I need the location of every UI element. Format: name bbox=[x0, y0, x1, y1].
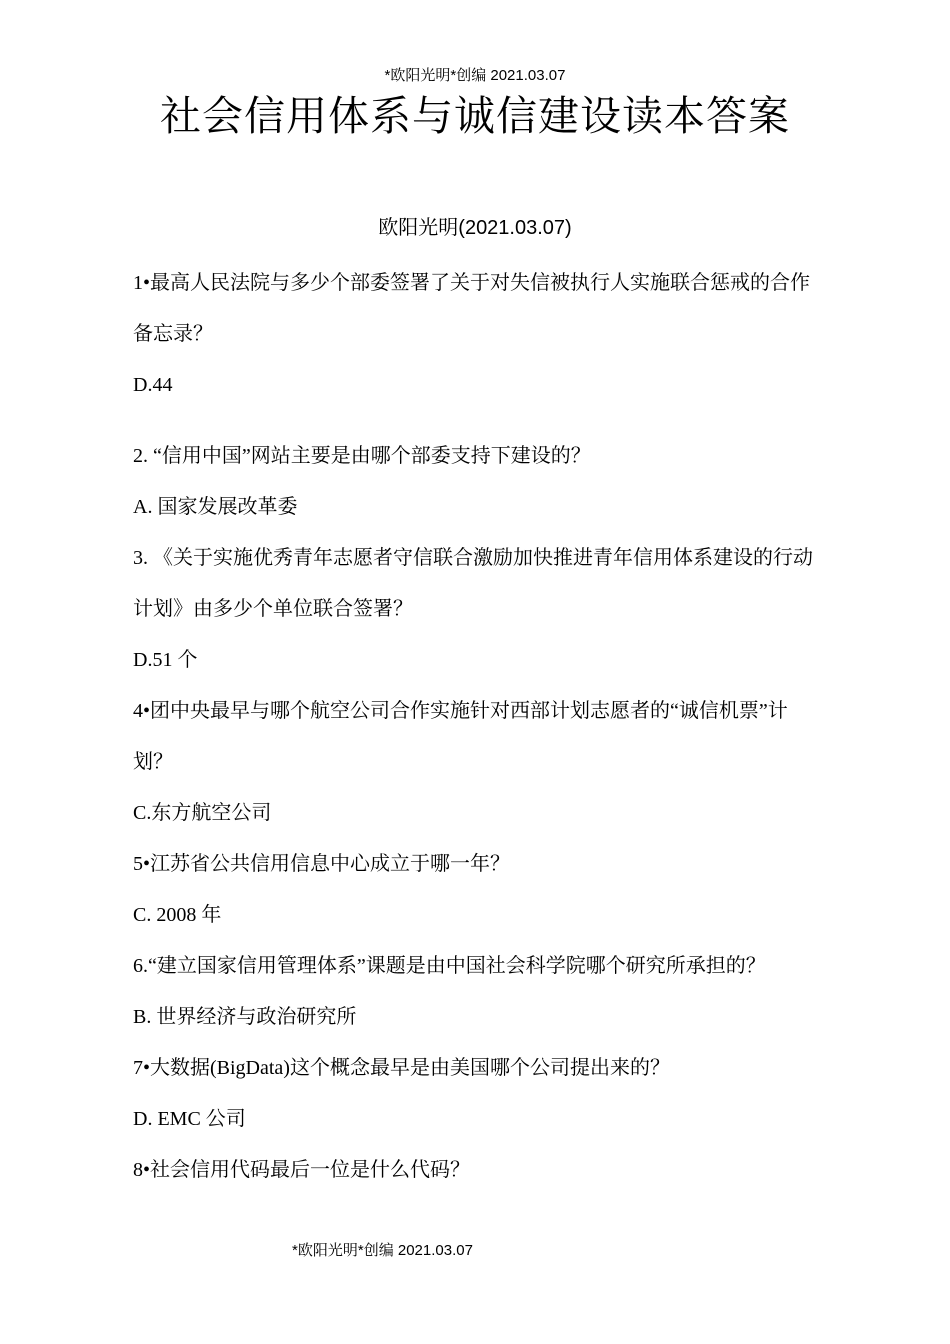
qa-item-3 bbox=[133, 533, 823, 686]
question-text: 8•社会信用代码最后一位是什么代码？ bbox=[133, 1159, 471, 1181]
qa-item-7 bbox=[133, 1043, 823, 1145]
qa-item-4 bbox=[133, 686, 823, 839]
question-text: 2. “信用中国”网站主要是由哪个部委支持下建设的？ bbox=[133, 445, 591, 467]
qa-item-1 bbox=[133, 258, 823, 411]
answer-text: D. EMC 公司 bbox=[133, 1108, 246, 1130]
question-text: 4•团中央最早与哪个航空公司合作实施针对西部计划志愿者的“诚信机票”计划？ bbox=[133, 700, 788, 773]
page-header-note: *欧阳光明*创编 2021.03.07 bbox=[384, 67, 566, 84]
question-text: 7•大数据(BigData)这个概念最早是由美国哪个公司提出来的？ bbox=[133, 1057, 670, 1079]
answer-text: D.44 bbox=[133, 374, 173, 396]
question-text: 3. 《关于实施优秀青年志愿者守信联合激励加快推进青年信用体系建设的行动计划》由多少个单位联合签署？ bbox=[133, 547, 813, 620]
qa-item-2 bbox=[133, 431, 823, 533]
question-answer-list bbox=[133, 258, 823, 1196]
answer-text: D.51 个 bbox=[133, 649, 198, 671]
question-text: 6.“建立国家信用管理体系”课题是由中国社会科学院哪个研究所承担的？ bbox=[133, 955, 766, 977]
page-footer-note: *欧阳光明*创编 2021.03.07 bbox=[292, 1242, 473, 1259]
spacer bbox=[133, 411, 823, 431]
author-date-line: 欧阳光明(2021.03.07) bbox=[378, 217, 572, 239]
answer-text: A. 国家发展改革委 bbox=[133, 496, 298, 518]
qa-item-8 bbox=[133, 1145, 823, 1196]
answer-text: C.东方航空公司 bbox=[133, 802, 272, 824]
question-text: 5•江苏省公共信用信息中心成立于哪一年？ bbox=[133, 853, 511, 875]
qa-item-5 bbox=[133, 839, 823, 941]
answer-text: C. 2008 年 bbox=[133, 904, 222, 926]
qa-item-6 bbox=[133, 941, 823, 1043]
question-text: 1•最高人民法院与多少个部委签署了关于对失信被执行人实施联合惩戒的合作备忘录？ bbox=[133, 272, 811, 345]
document-title: 社会信用体系与诚信建设读本答案 bbox=[160, 92, 790, 140]
answer-text: B. 世界经济与政治研究所 bbox=[133, 1006, 357, 1028]
